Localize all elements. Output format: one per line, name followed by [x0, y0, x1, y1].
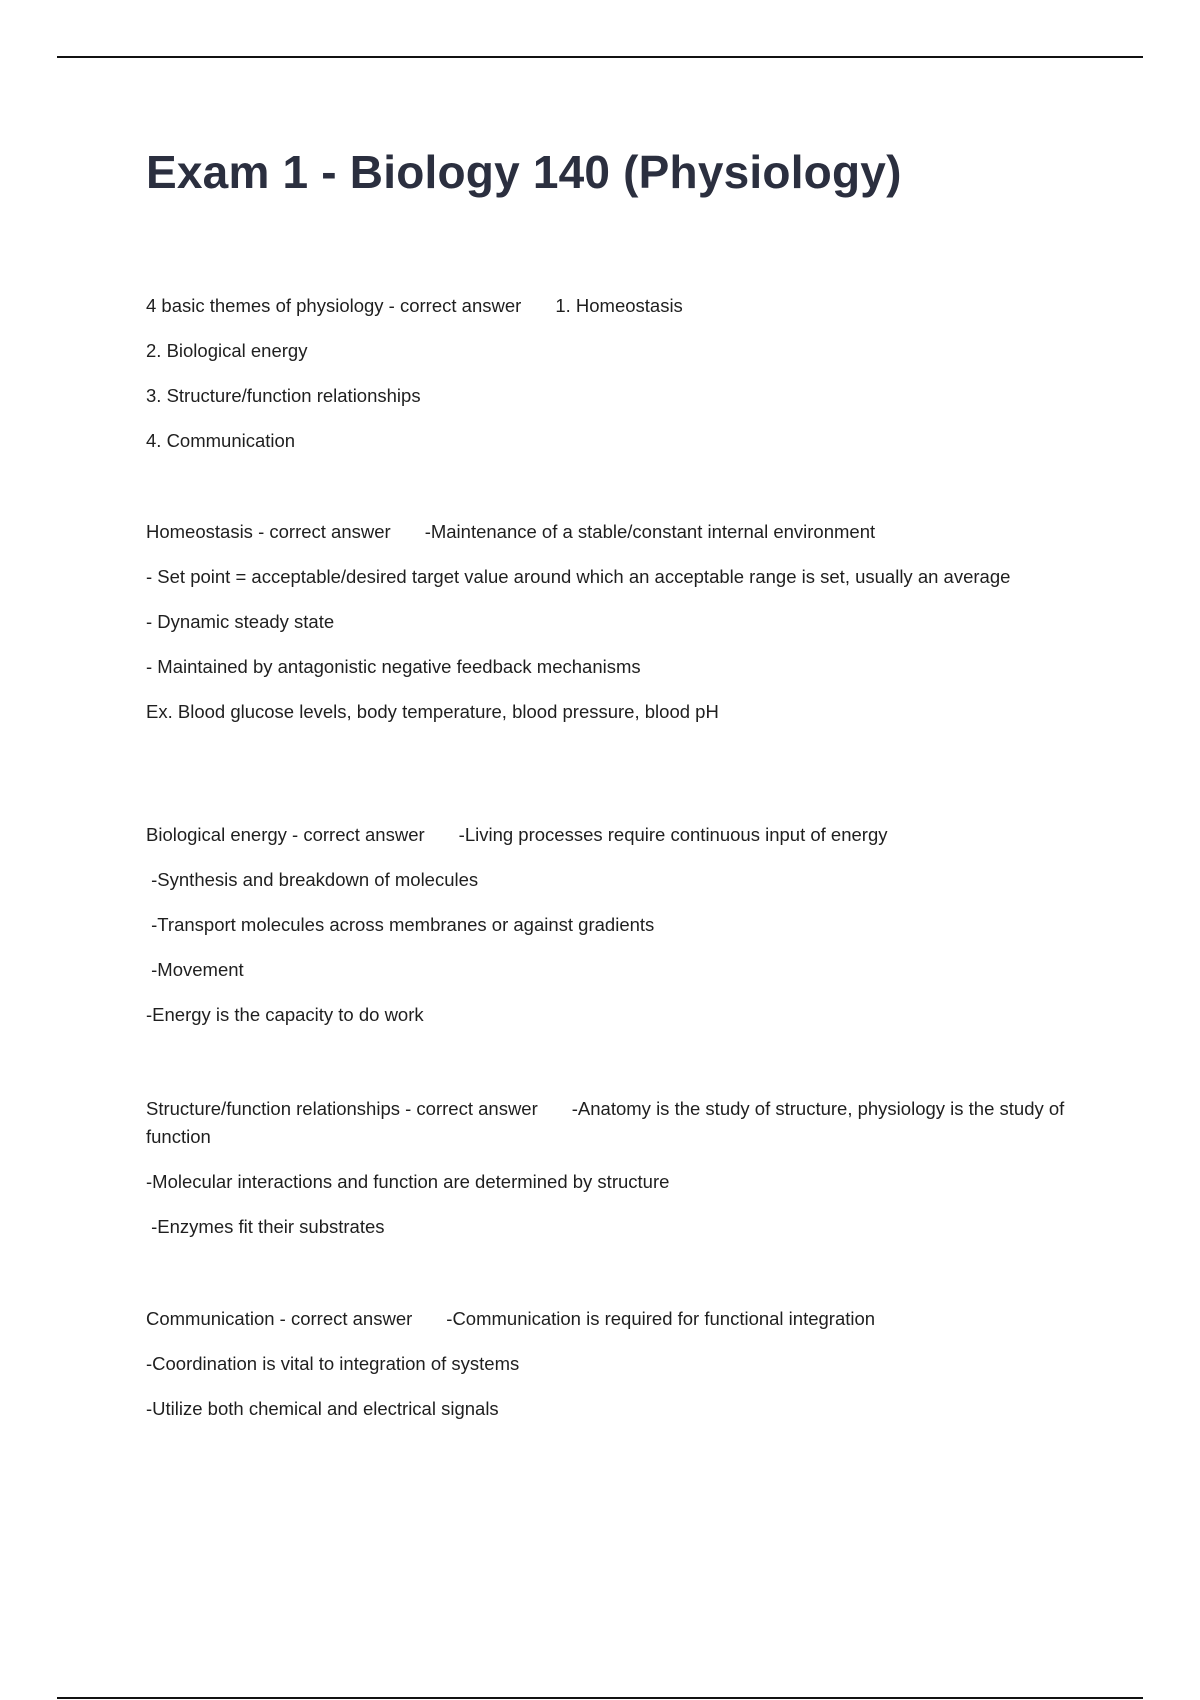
qa-answer: -Maintenance of a stable/constant internal environment — [424, 521, 876, 542]
qa-section-themes — [146, 292, 1066, 472]
qa-section-structure — [146, 1095, 1066, 1258]
answer-line: 3. Structure/function relationships — [146, 385, 421, 406]
answer-line: -Enzymes fit their substrates — [146, 1216, 385, 1237]
answer-line: Ex. Blood glucose levels, body temperature, blood pressure, blood pH — [146, 701, 719, 722]
qa-answer: 1. Homeostasis — [555, 295, 683, 316]
answer-line: - Set point = acceptable/desired target value around which an acceptable range is set, usually an average — [146, 566, 1011, 587]
qa-answer: -Anatomy is the study of structure, physiology is the study of function — [146, 1098, 1065, 1147]
qa-section-communication — [146, 1305, 1066, 1440]
answer-line: - Maintained by antagonistic negative feedback mechanisms — [146, 656, 641, 677]
answer-line: -Synthesis and breakdown of molecules — [146, 869, 479, 890]
qa-question-line — [146, 1095, 1066, 1151]
answer-line: -Transport molecules across membranes or against gradients — [146, 914, 655, 935]
qa-section-homeostasis — [146, 518, 1066, 743]
qa-question-line — [146, 821, 1066, 849]
header-rule — [57, 56, 1143, 58]
qa-question-line — [146, 518, 1066, 546]
qa-term: Homeostasis - correct answer — [146, 521, 391, 542]
answer-line: -Movement — [146, 959, 244, 980]
qa-answer: -Living processes require continuous input of energy — [458, 824, 888, 845]
qa-term: 4 basic themes of physiology - correct answer — [146, 295, 522, 316]
qa-term: Biological energy - correct answer — [146, 824, 425, 845]
qa-section-energy — [146, 821, 1066, 1046]
qa-term: Communication - correct answer — [146, 1308, 413, 1329]
answer-line: -Energy is the capacity to do work — [146, 1004, 424, 1025]
document-title: Exam 1 - Biology 140 (Physiology) — [146, 146, 902, 198]
answer-line: -Utilize both chemical and electrical signals — [146, 1398, 499, 1419]
answer-line: - Dynamic steady state — [146, 611, 335, 632]
qa-question-line — [146, 1305, 1066, 1333]
answer-line: 4. Communication — [146, 430, 296, 451]
answer-line: 2. Biological energy — [146, 340, 308, 361]
qa-term: Structure/function relationships - correct answer — [146, 1098, 538, 1119]
answer-line: -Molecular interactions and function are determined by structure — [146, 1171, 670, 1192]
answer-line: -Coordination is vital to integration of systems — [146, 1353, 520, 1374]
footer-rule — [57, 1697, 1143, 1699]
qa-question-line — [146, 292, 1066, 320]
qa-answer: -Communication is required for functional integration — [446, 1308, 876, 1329]
